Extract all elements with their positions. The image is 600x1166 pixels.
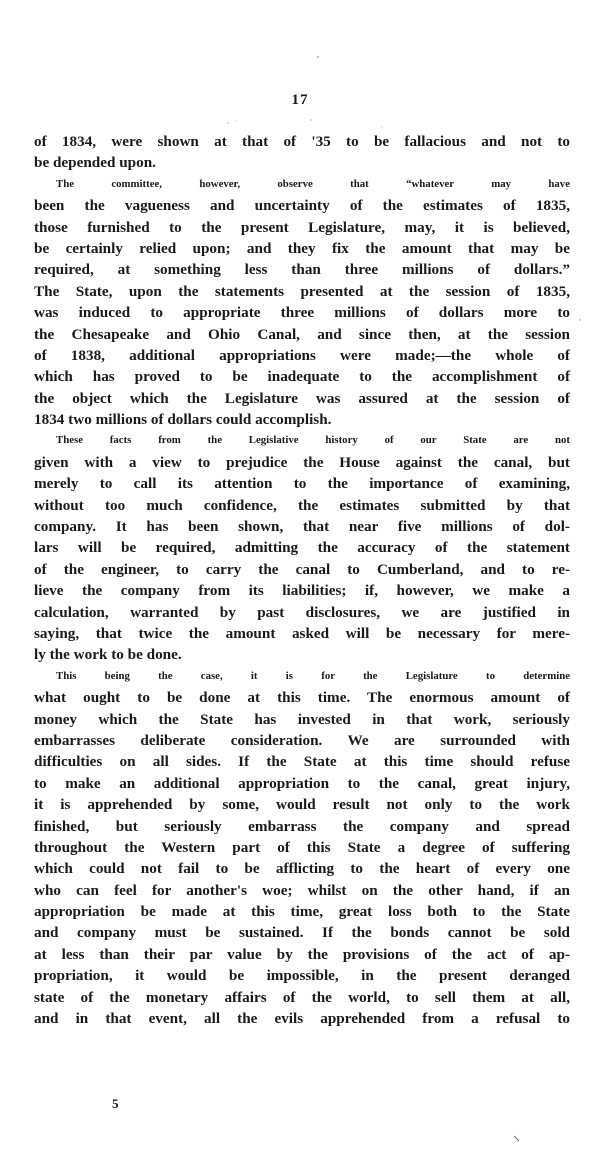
text-line: propriation, it would be impossible, in the present deranged bbox=[34, 967, 570, 985]
page-number: 17 bbox=[291, 92, 309, 108]
text-line: the object which the Legislature was assured at the session of bbox=[34, 389, 570, 407]
text-line: be depended upon. bbox=[34, 154, 156, 172]
text-line: calculation, warranted by past disclosures, we are justified in bbox=[34, 603, 570, 621]
text-line: These facts from the Legislative history of our State are not bbox=[56, 434, 570, 447]
body-text bbox=[34, 131, 570, 1029]
text-line: of the engineer, to carry the canal to Cumberland, and to re- bbox=[34, 560, 570, 578]
text-line: ly the work to be done. bbox=[34, 646, 182, 664]
text-line: embarrasses deliberate consideration. We are surrounded with bbox=[34, 731, 570, 749]
text-line: and in that event, all the evils apprehended from a refusal to bbox=[34, 1010, 570, 1028]
text-line: at less than their par value by the provisions of the act of ap- bbox=[34, 945, 570, 963]
text-line: to make an additional appropriation to the canal, great injury, bbox=[34, 774, 570, 792]
text-line: money which the State has invested in that work, seriously bbox=[34, 710, 570, 728]
text-line: merely to call its attention to the importance of examining, bbox=[34, 475, 570, 493]
text-line: which has proved to be inadequate to the accomplishment of bbox=[34, 368, 570, 386]
text-line: finished, but seriously embarrass the company and spread bbox=[34, 817, 570, 835]
text-line: what ought to be done at this time. The enormous amount of bbox=[34, 689, 570, 707]
text-line: This being the case, it is for the Legislature to determine bbox=[56, 669, 570, 682]
text-line: appropriation be made at this time, great loss both to the State bbox=[34, 903, 570, 921]
text-line: state of the monetary affairs of the world, to sell them at all, bbox=[34, 988, 570, 1006]
text-line: saying, that twice the amount asked will be necessary for mere- bbox=[34, 624, 570, 642]
text-line: the Chesapeake and Ohio Canal, and since then, at the session bbox=[34, 325, 570, 343]
text-line: 1834 two millions of dollars could accomplish. bbox=[34, 411, 332, 429]
text-line: who can feel for another's woe; whilst on the other hand, if an bbox=[34, 881, 570, 899]
text-line: and company must be sustained. If the bonds cannot be sold bbox=[34, 924, 570, 942]
text-line: those furnished to the present Legislature, may, it is believed, bbox=[34, 218, 570, 236]
text-line: without too much confidence, the estimates submitted by that bbox=[34, 496, 570, 514]
text-line: which could not fail to be afflicting to the heart of every one bbox=[34, 860, 570, 878]
text-line: be certainly relied upon; and they fix the amount that may be bbox=[34, 239, 570, 257]
text-line: lieve the company from its liabilities; if, however, we make a bbox=[34, 582, 570, 600]
text-line: been the vagueness and uncertainty of the estimates of 1835, bbox=[34, 197, 570, 215]
text-line: company. It has been shown, that near five millions of dol- bbox=[34, 518, 570, 536]
text-line: The committee, however, observe that “whatever may have bbox=[56, 177, 570, 190]
text-line: it is apprehended by some, would result not only to the work bbox=[34, 796, 570, 814]
text-line: given with a view to prejudice the House against the canal, but bbox=[34, 453, 570, 471]
signature-mark: 5 bbox=[112, 1096, 119, 1111]
text-line: was induced to appropriate three millions of dollars more to bbox=[34, 304, 570, 322]
text-line: throughout the Western part of this State a degree of suffering bbox=[34, 838, 570, 856]
text-line: of 1834, were shown at that of '35 to be fallacious and not to bbox=[34, 133, 570, 150]
text-line: difficulties on all sides. If the State at this time should refuse bbox=[34, 753, 570, 771]
text-line: of 1838, additional appropriations were made;—the whole of bbox=[34, 346, 570, 364]
text-line: lars will be required, admitting the accuracy of the statement bbox=[34, 539, 570, 557]
text-line: required, at something less than three millions of dollars.” bbox=[34, 261, 570, 279]
text-line: The State, upon the statements presented at the session of 1835, bbox=[34, 282, 570, 300]
